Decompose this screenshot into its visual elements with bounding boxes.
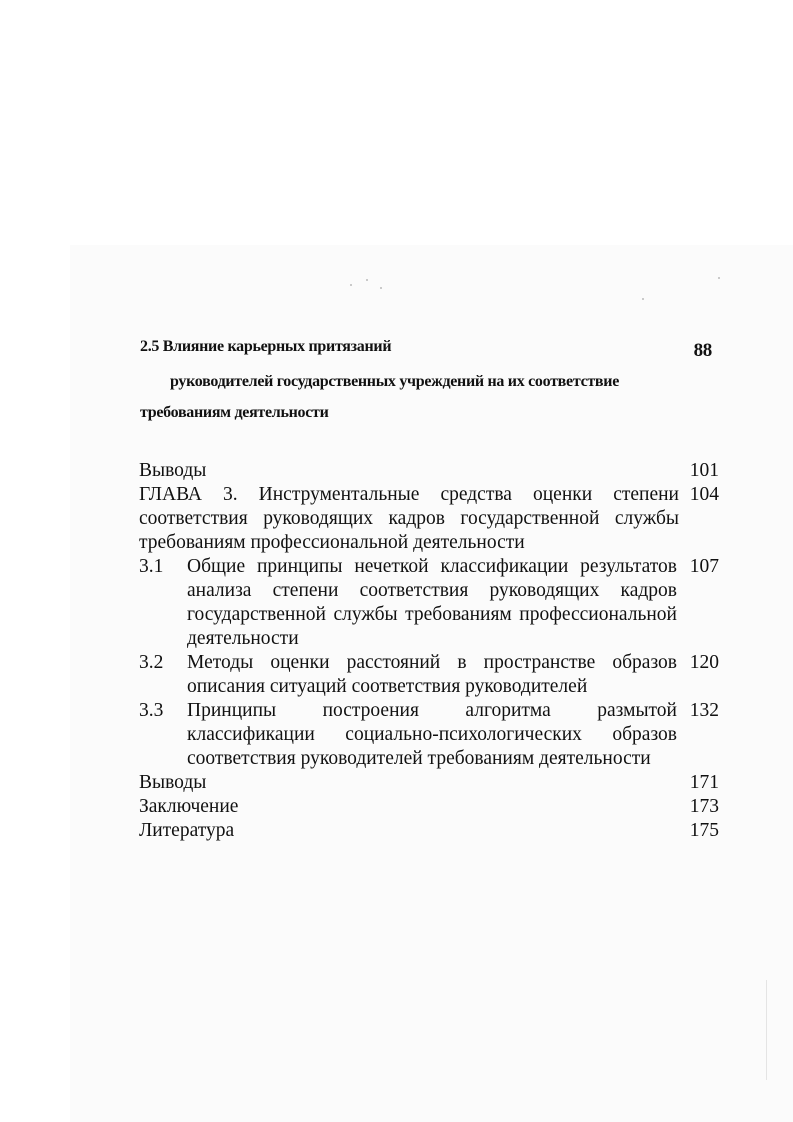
toc-row-section-3-1 [139, 555, 719, 651]
toc-page-number: 132 [689, 700, 719, 721]
toc-entry-2-5 [140, 338, 712, 428]
table-of-contents [139, 459, 719, 843]
toc-entry-2-5-line3: требованиям деятельности [140, 404, 329, 421]
toc-entry-2-5-line2: руководителей государственных учреждений на их соответствие [170, 373, 619, 390]
toc-entry-title: Выводы [139, 772, 207, 793]
toc-page-number: 171 [689, 772, 719, 793]
toc-section-number: 3.2 [139, 652, 164, 673]
toc-entry-title: ГЛАВА 3. Инструментальные средства оценки степени соответствия руководящих кадров государственной службы требованиям профессиональной деятельности [139, 484, 679, 553]
toc-page-number: 104 [689, 484, 719, 505]
toc-entry-2-5-line1 [140, 338, 712, 366]
toc-entry-title: 2.5 Влияние карьерных притязаний [140, 338, 392, 355]
toc-row-section-3-3 [139, 699, 719, 771]
toc-row-section-3-2 [139, 651, 719, 699]
scan-speck [380, 287, 382, 289]
scan-speck [718, 277, 720, 279]
scan-speck [350, 284, 352, 286]
toc-entry-title: Принципы построения алгоритма размытой классификации социально-психологических образов соответствия руководителей требованиям деятельности [187, 700, 677, 769]
toc-entry-title: Выводы [139, 460, 207, 481]
toc-entry-title: Общие принципы нечеткой классификации результатов анализа степени соответствия руководящих кадров государственной службы требованиям профессиональной деятельности [187, 556, 677, 649]
scan-speck [366, 279, 368, 281]
toc-row-chapter-3 [139, 483, 719, 555]
toc-page-number: 173 [689, 796, 719, 817]
toc-row-conclusions-ch3 [139, 771, 719, 795]
toc-page-number: 107 [689, 556, 719, 577]
toc-page-number: 88 [693, 340, 712, 361]
toc-page-number: 101 [689, 460, 719, 481]
toc-row-conclusions-ch2 [139, 459, 719, 483]
toc-section-number: 3.1 [139, 556, 164, 577]
toc-page-number: 120 [689, 652, 719, 673]
scan-edge [766, 980, 767, 1080]
toc-row-literature [139, 819, 719, 843]
toc-section-number: 3.3 [139, 700, 164, 721]
toc-page-number: 175 [689, 820, 719, 841]
toc-entry-title: Заключение [139, 796, 239, 817]
toc-entry-title: Литература [139, 820, 235, 841]
scan-speck [642, 298, 644, 300]
toc-entry-title: Методы оценки расстояний в пространстве образов описания ситуаций соответствия руководителей [187, 652, 677, 697]
toc-row-conclusion [139, 795, 719, 819]
